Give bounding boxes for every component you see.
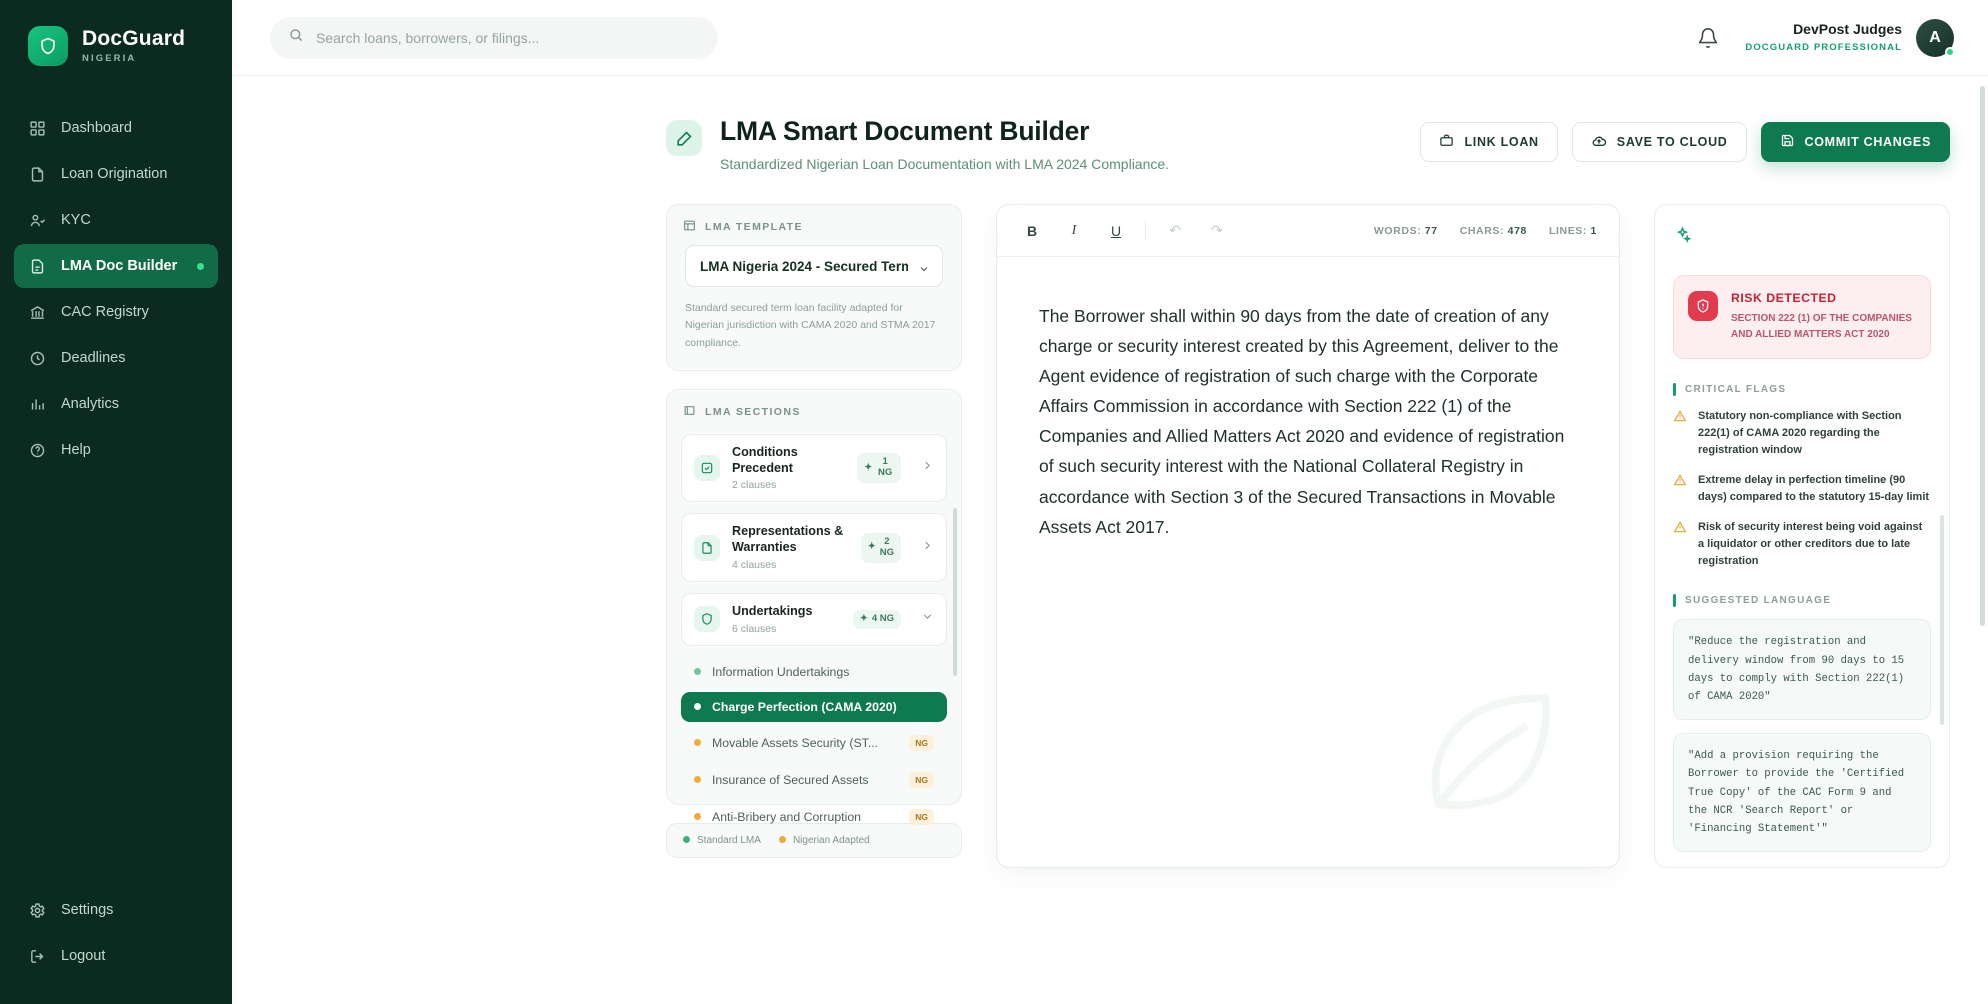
suggested-language-label: SUGGESTED LANGUAGE	[1673, 594, 1931, 607]
brand-name: DocGuard	[82, 26, 186, 50]
section-title: Representations & Warranties	[732, 524, 844, 555]
search-input[interactable]	[316, 30, 700, 46]
page-title: LMA Smart Document Builder	[720, 116, 1090, 146]
page-actions	[1420, 122, 1950, 162]
status-dot	[694, 668, 701, 675]
top-bar	[232, 0, 1988, 76]
check-square-icon	[694, 455, 720, 481]
sections-scrollbar[interactable]	[953, 508, 957, 676]
risk-detected-box	[1673, 275, 1931, 359]
main-content	[232, 0, 1988, 1004]
sidebar-item-label: KYC	[61, 212, 91, 228]
list-icon	[683, 404, 696, 420]
sidebar-item-lma-doc-builder[interactable]	[14, 244, 218, 288]
search-box[interactable]	[270, 17, 718, 59]
briefcase-icon	[1439, 133, 1454, 151]
editor-body[interactable]	[997, 257, 1619, 867]
cloud-upload-icon	[1591, 133, 1607, 152]
user-menu[interactable]	[1745, 19, 1954, 57]
flag-text: Risk of security interest being void against a liquidator or other creditors due to late registration	[1698, 521, 1923, 568]
ai-assistant-panel	[1654, 204, 1950, 868]
gear-icon	[28, 901, 47, 920]
flag-text: Extreme delay in perfection timeline (90 days) compared to the statutory 15-day limit	[1698, 474, 1930, 504]
sections-card	[666, 389, 962, 824]
chevron-down-icon[interactable]	[921, 610, 934, 628]
sidebar-nav	[0, 106, 232, 472]
editor-stats	[1374, 225, 1597, 237]
ai-panel-scrollbar[interactable]	[1940, 515, 1944, 725]
template-select[interactable]	[685, 245, 943, 287]
section-title: Undertakings	[732, 603, 813, 618]
warning-triangle-icon	[1673, 473, 1687, 506]
critical-flag-item	[1673, 408, 1931, 459]
chevron-right-icon[interactable]	[921, 459, 934, 477]
page-subtitle: Standardized Nigerian Loan Documentation with LMA 2024 Compliance.	[720, 156, 1170, 172]
sidebar-item-logout[interactable]	[14, 934, 218, 978]
sidebar-item-help[interactable]	[14, 428, 218, 472]
clause-information-undertakings[interactable]	[681, 657, 947, 687]
clause-anti-bribery-and-corruption[interactable]	[681, 801, 947, 833]
save-to-cloud-button[interactable]	[1572, 122, 1747, 162]
alert-shield-icon	[1688, 291, 1718, 321]
sidebar-item-label: Settings	[61, 902, 114, 918]
button-label: COMMIT CHANGES	[1804, 135, 1931, 149]
sections-list	[667, 430, 961, 824]
sidebar-item-kyc[interactable]	[14, 198, 218, 242]
brand-subtitle: NIGERIA	[82, 53, 137, 65]
builder-icon	[666, 120, 702, 156]
commit-changes-button[interactable]	[1761, 122, 1950, 162]
top-bar-right	[1697, 19, 1954, 57]
active-indicator-dot	[197, 263, 204, 270]
user-check-icon	[28, 211, 47, 230]
link-loan-button[interactable]	[1420, 122, 1557, 162]
user-role: DOCGUARD PROFESSIONAL	[1745, 41, 1902, 53]
button-label: SAVE TO CLOUD	[1616, 135, 1728, 149]
badge-label: 4 NG	[871, 612, 894, 624]
ng-tag: NG	[909, 772, 934, 788]
clause-insurance-of-secured-assets[interactable]	[681, 764, 947, 796]
leaf-watermark-icon	[1407, 666, 1577, 841]
section-representations-warranties[interactable]	[681, 513, 947, 581]
sparkles-icon	[1673, 225, 1931, 249]
ng-tag: NG	[909, 809, 934, 825]
status-dot	[694, 739, 701, 746]
section-badge	[857, 453, 901, 483]
char-count: CHARS: 478	[1459, 224, 1527, 237]
avatar[interactable]	[1916, 19, 1954, 57]
ng-tag: NG	[909, 735, 934, 751]
sidebar-item-analytics[interactable]	[14, 382, 218, 426]
editor-toolbar	[997, 205, 1619, 257]
clause-label: Information Undertakings	[712, 664, 850, 679]
sidebar-item-settings[interactable]	[14, 888, 218, 932]
critical-flags-label: CRITICAL FLAGS	[1673, 383, 1931, 396]
button-label: LINK LOAN	[1464, 135, 1539, 149]
sidebar-item-label: CAC Registry	[61, 304, 149, 320]
undo-button[interactable]: ↶	[1169, 222, 1181, 238]
sparkle-icon: ✦	[867, 541, 876, 553]
section-title: Conditions Precedent	[732, 444, 798, 475]
search-icon	[288, 27, 304, 48]
template-card-title: LMA TEMPLATE	[705, 221, 803, 233]
help-icon	[28, 441, 47, 460]
document-editor	[996, 204, 1620, 868]
section-conditions-precedent[interactable]	[681, 434, 947, 502]
section-subtitle: 6 clauses	[732, 622, 777, 635]
clause-movable-assets-security[interactable]	[681, 727, 947, 759]
clause-text[interactable]: The Borrower shall within 90 days from the date of creation of any charge or security interest created by this Agreement, deliver to the Agent evidence of registration of such charge with the Corporate Affairs Commission in accordance with Section 222 (1) of the Companies and Allied Matters Act 2020 and evidence of registration of such security interest with the National Collateral Registry in accordance with Section 3 of the Secured Transactions in Movable Assets Act 2017.	[1039, 306, 1565, 537]
shield-logo-icon	[28, 26, 68, 66]
word-count: WORDS: 77	[1373, 224, 1438, 237]
shield-icon	[694, 606, 720, 632]
sidebar	[0, 0, 232, 1004]
sections-card-header	[667, 390, 961, 430]
suggestion-item[interactable]: "Reduce the registration and delivery window from 90 days to 15 days to comply with Section 222(1) of CAMA 2020"	[1673, 619, 1931, 720]
bank-icon	[28, 303, 47, 322]
sidebar-item-label: Logout	[61, 948, 106, 964]
sidebar-bottom-nav	[0, 888, 232, 1004]
workspace	[232, 172, 1988, 868]
chevron-right-icon[interactable]	[921, 539, 934, 557]
sidebar-item-dashboard[interactable]	[14, 106, 218, 150]
template-icon	[683, 219, 696, 235]
file-text-icon	[28, 257, 47, 276]
section-undertakings[interactable]	[681, 593, 947, 646]
template-note: Standard secured term loan facility adapted for Nigerian jurisdiction with CAMA 2020 and STMA 2017 compliance.	[685, 302, 936, 349]
section-subtitle: 4 clauses	[732, 558, 777, 571]
line-count: LINES: 1	[1548, 224, 1597, 237]
label-accent-bar	[1673, 383, 1676, 396]
sidebar-item-label: Deadlines	[61, 350, 126, 366]
legend-nigerian-adapted: Nigerian Adapted	[779, 835, 870, 846]
suggestion-item[interactable]: "Add a provision requiring the Borrower to provide the 'Certified True Copy' of the CAC Form 9 and the NCR 'Search Report' or 'Financing Statement'"	[1673, 733, 1931, 852]
sparkle-icon: ✦	[864, 461, 873, 473]
sparkle-icon: ✦	[859, 612, 868, 624]
italic-button[interactable]: I	[1071, 222, 1077, 238]
clause-label: Movable Assets Security (ST...	[712, 735, 879, 750]
critical-flag-item	[1673, 519, 1931, 570]
warning-triangle-icon	[1673, 520, 1687, 570]
risk-title: RISK DETECTED	[1731, 291, 1837, 305]
sidebar-item-label: LMA Doc Builder	[61, 258, 178, 274]
sidebar-item-label: Help	[61, 442, 91, 458]
clause-charge-perfection[interactable]	[681, 692, 947, 722]
warning-triangle-icon	[1673, 409, 1687, 459]
brand-logo[interactable]	[0, 0, 232, 92]
user-name: DevPost Judges	[1793, 21, 1902, 38]
sidebar-item-loan-origination[interactable]	[14, 152, 218, 196]
bold-button[interactable]: B	[1026, 222, 1038, 239]
clock-icon	[28, 349, 47, 368]
left-panel	[666, 204, 962, 858]
save-disk-icon	[1780, 133, 1795, 151]
sidebar-item-deadlines[interactable]	[14, 336, 218, 380]
sidebar-item-label: Dashboard	[61, 120, 132, 136]
status-dot	[694, 776, 701, 783]
file-icon	[694, 535, 720, 561]
template-card	[666, 204, 962, 371]
legend-standard-lma: Standard LMA	[683, 835, 761, 846]
badge-label: 1 NG	[878, 456, 893, 479]
page-scrollbar[interactable]	[1980, 86, 1985, 626]
sidebar-item-label: Loan Origination	[61, 166, 168, 182]
editor-panel	[996, 204, 1620, 868]
status-dot	[694, 813, 701, 820]
sidebar-item-label: Analytics	[61, 396, 120, 412]
avatar-initial: A	[1929, 28, 1941, 46]
badge-label: 2 NG	[879, 535, 894, 558]
logout-icon	[28, 947, 47, 966]
label-accent-bar	[1673, 594, 1676, 607]
document-icon	[28, 165, 47, 184]
sections-card-title: LMA SECTIONS	[705, 405, 801, 418]
template-card-header	[667, 205, 961, 245]
underline-button[interactable]: U	[1110, 222, 1122, 239]
risk-detail: SECTION 222 (1) OF THE COMPANIES AND ALLIED MATTERS ACT 2020	[1731, 313, 1912, 340]
notifications-bell-icon[interactable]	[1697, 27, 1719, 49]
section-subtitle: 2 clauses	[732, 479, 777, 492]
clause-label: Charge Perfection (CAMA 2020)	[712, 699, 897, 714]
critical-flag-item	[1673, 472, 1931, 506]
clause-label: Insurance of Secured Assets	[712, 772, 869, 787]
ai-panel-column	[1654, 204, 1950, 868]
online-status-dot	[1945, 47, 1955, 57]
sidebar-item-cac-registry[interactable]	[14, 290, 218, 334]
toolbar-divider	[1145, 221, 1146, 241]
clause-label: Anti-Bribery and Corruption	[712, 809, 861, 824]
section-badge	[853, 610, 901, 629]
flag-text: Statutory non-compliance with Section 222(1) of CAMA 2020 regarding the registration window	[1698, 410, 1902, 457]
page-header	[232, 76, 1988, 172]
redo-button[interactable]: ↷	[1211, 222, 1223, 238]
status-dot	[694, 703, 701, 710]
section-badge	[861, 533, 901, 563]
chart-icon	[28, 395, 47, 414]
grid-icon	[28, 119, 47, 138]
